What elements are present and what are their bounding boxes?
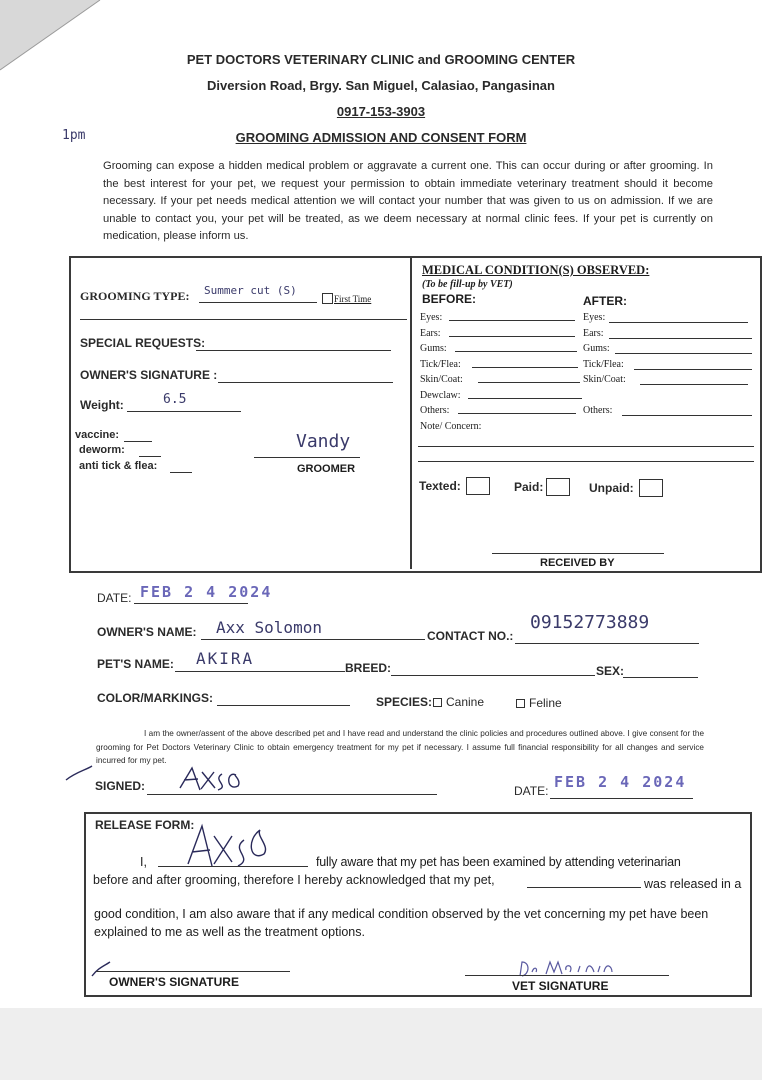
release-box bbox=[84, 812, 752, 997]
pet-name-value[interactable]: AKIRA bbox=[196, 649, 255, 668]
date-label: DATE: bbox=[97, 591, 132, 605]
before-others: Others: bbox=[420, 405, 450, 416]
species-label: SPECIES: bbox=[376, 695, 433, 709]
signed-label: SIGNED: bbox=[95, 779, 146, 793]
vaccine-label: vaccine: bbox=[75, 429, 120, 441]
after-gums: Gums: bbox=[583, 343, 610, 354]
species-feline[interactable]: Feline bbox=[516, 696, 562, 710]
consent-date-stamp: FEB 2 4 2024 bbox=[554, 773, 687, 791]
after-others: Others: bbox=[583, 404, 613, 416]
release-text-2: good condition, I am also aware that if any medical condition observed by the vet concerning my pet have been explained to me as well as the treatment options. bbox=[94, 907, 709, 939]
release-text-2-start: was released in a bbox=[644, 877, 742, 891]
before-ears: Ears: bbox=[420, 327, 441, 339]
release-name-line[interactable] bbox=[158, 866, 308, 867]
owner-signature-release-label: OWNER'S SIGNATURE bbox=[109, 975, 239, 989]
after-ears: Ears: bbox=[583, 327, 604, 339]
contact-value[interactable]: 09152773889 bbox=[530, 612, 650, 633]
texted-label: Texted: bbox=[419, 479, 461, 493]
margin-note: 1pm bbox=[62, 128, 86, 143]
after-eyes: Eyes: bbox=[583, 312, 606, 323]
before-heading: BEFORE: bbox=[422, 292, 476, 306]
before-eyes: Eyes: bbox=[420, 312, 443, 323]
clinic-phone: 0917-153-3903 bbox=[336, 104, 426, 119]
owner-signature-label: OWNER'S SIGNATURE : bbox=[80, 368, 218, 382]
grooming-type-value[interactable]: Summer cut (S) bbox=[204, 284, 297, 297]
release-i: I, bbox=[140, 855, 147, 869]
groomer-value[interactable]: Vandy bbox=[296, 431, 351, 452]
first-time-label: First Time bbox=[334, 294, 372, 304]
species-canine[interactable]: Canine bbox=[433, 695, 484, 709]
medical-subtitle: (To be fill-up by VET) bbox=[422, 279, 513, 290]
clinic-address: Diversion Road, Brgy. San Miguel, Calasiao, Pangasinan bbox=[207, 78, 555, 93]
before-dewclaw: Dewclaw: bbox=[420, 389, 461, 401]
note-concern: Note/ Concern: bbox=[420, 420, 482, 432]
deworm-label: deworm: bbox=[79, 444, 125, 456]
weight-label: Weight: bbox=[80, 398, 124, 412]
antitick-label: anti tick & flea: bbox=[79, 460, 158, 472]
release-text-1: fully aware that my pet has been examined by attending veterinarian bbox=[316, 855, 681, 869]
contact-label: CONTACT NO.: bbox=[427, 629, 514, 643]
unpaid-label: Unpaid: bbox=[589, 481, 634, 495]
consent-date-label: DATE: bbox=[514, 784, 549, 798]
before-gums: Gums: bbox=[420, 343, 447, 354]
received-by-label: RECEIVED BY bbox=[540, 557, 615, 569]
special-requests-label: SPECIAL REQUESTS: bbox=[80, 336, 206, 350]
breed-label: BREED: bbox=[345, 661, 392, 675]
after-tick: Tick/Flea: bbox=[583, 358, 624, 370]
vet-signature-line[interactable] bbox=[465, 975, 669, 976]
before-skin: Skin/Coat: bbox=[420, 374, 463, 385]
medical-title: MEDICAL CONDITION(S) OBSERVED: bbox=[422, 263, 650, 277]
consent-text: I am the owner/assent of the above described pet and I have read and understand the clinic policies and procedures outlined above. I give consent for the grooming for Pet Doctors Veterinary Clinic to obtain emergency treatment for my pet if necessary. I assume full financial responsibility for all changes and service incurred for my pet. bbox=[96, 729, 704, 765]
owner-signature-release-line[interactable] bbox=[96, 971, 290, 972]
release-text-1-cont: before and after grooming, therefore I hereby acknowledged that my pet, bbox=[93, 873, 495, 887]
date-stamp: FEB 2 4 2024 bbox=[140, 583, 273, 601]
pet-name-label: PET'S NAME: bbox=[97, 657, 174, 671]
weight-value[interactable]: 6.5 bbox=[163, 392, 187, 407]
groomer-label: GROOMER bbox=[297, 463, 356, 475]
form-title: GROOMING ADMISSION AND CONSENT FORM bbox=[235, 130, 527, 145]
release-pet-line[interactable] bbox=[527, 887, 641, 888]
after-heading: AFTER: bbox=[583, 294, 627, 308]
intro-paragraph: Grooming can expose a hidden medical problem or aggravate a current one. This can occur during or after grooming. In the best interest for your pet, we request your permission to obtain immediate veterinary treatment should it become necessary. If your pet needs medical attention we will contact your number that was given to us on admission. If we are unable to contact you, your pet will be treated, as we deem necessary at normal clinic fees. If your pet is currently on medication, please inform us. bbox=[103, 160, 713, 242]
paid-label: Paid: bbox=[514, 480, 544, 494]
before-tick: Tick/Flea: bbox=[420, 358, 461, 370]
after-skin: Skin/Coat: bbox=[583, 374, 626, 385]
color-label: COLOR/MARKINGS: bbox=[97, 691, 213, 705]
vet-signature-label: VET SIGNATURE bbox=[512, 979, 609, 993]
sex-label: SEX: bbox=[596, 664, 625, 678]
owner-name-label: OWNER'S NAME: bbox=[97, 625, 197, 639]
release-title: RELEASE FORM: bbox=[95, 818, 195, 832]
clinic-name: PET DOCTORS VETERINARY CLINIC and GROOMING CENTER bbox=[186, 52, 576, 67]
owner-name-value[interactable]: Axx Solomon bbox=[216, 618, 322, 637]
grooming-type-label: GROOMING TYPE: bbox=[80, 289, 190, 303]
